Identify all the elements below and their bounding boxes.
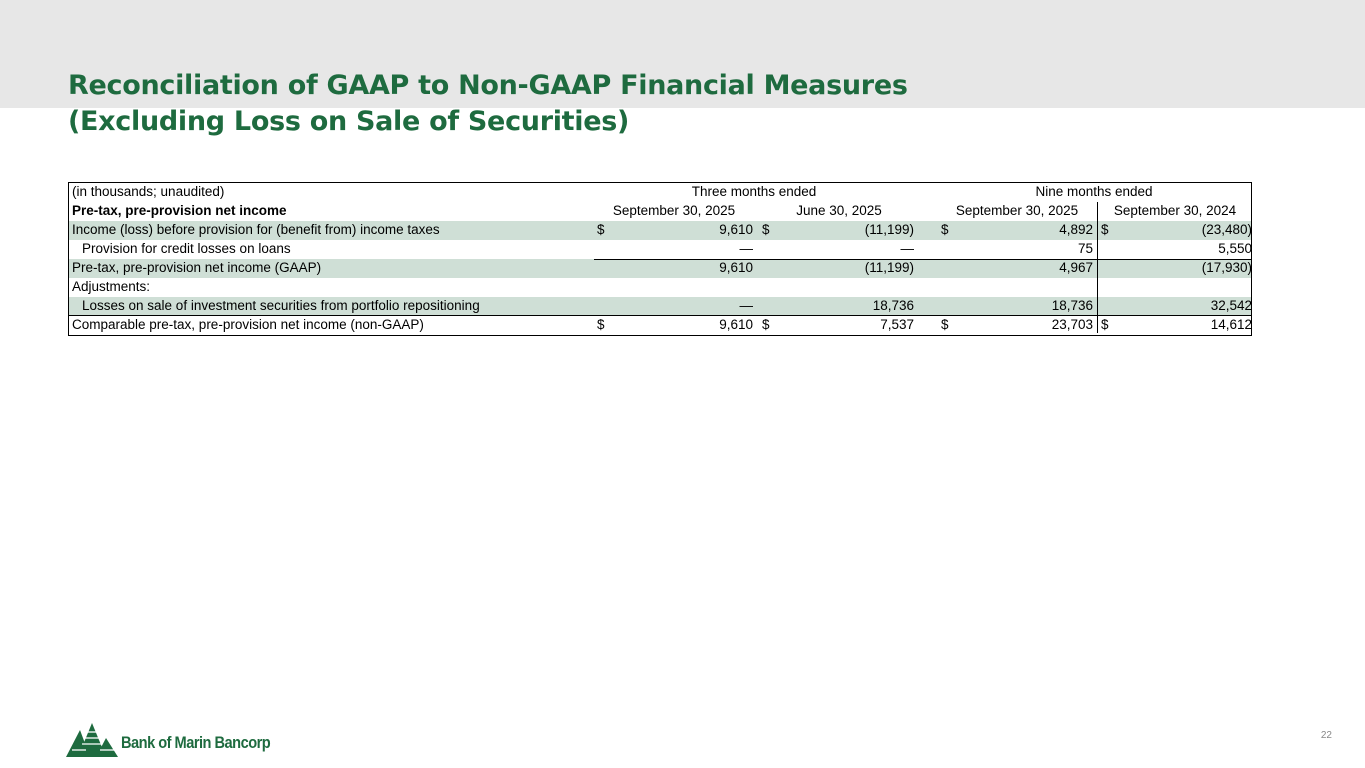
cell-value: 14,612: [1210, 317, 1252, 332]
row-label: Comparable pre-tax, pre-provision net income (non-GAAP): [72, 317, 424, 332]
row-label: Adjustments:: [72, 279, 151, 294]
dollar-sign: $: [762, 222, 770, 237]
cell-value: 9,610: [719, 317, 753, 332]
table-row: [69, 278, 1251, 297]
table-row: [69, 259, 1251, 278]
row-label: Provision for credit losses on loans: [82, 241, 291, 256]
bank-logo: [66, 718, 294, 758]
cell-value: (11,199): [864, 222, 914, 237]
cell-value: 4,967: [1059, 260, 1093, 275]
column-header: June 30, 2025: [796, 203, 882, 218]
dollar-sign: $: [762, 317, 770, 332]
section-label: Pre-tax, pre-provision net income: [72, 203, 287, 218]
table-header-row: [69, 183, 1251, 202]
column-header: September 30, 2025: [612, 203, 736, 218]
cell-value: (11,199): [864, 260, 914, 275]
cell-value: 32,542: [1210, 298, 1252, 313]
dollar-sign: $: [597, 317, 605, 332]
column-header: September 30, 2025: [955, 203, 1079, 218]
mountain-tree-icon: [66, 720, 118, 758]
subtotal-rule: [594, 259, 1252, 260]
logo-text: Bank of Marin Bancorp: [121, 733, 271, 752]
table-header-row: [69, 202, 1251, 221]
column-header: September 30, 2024: [1113, 203, 1237, 218]
cell-value: 4,892: [1059, 222, 1093, 237]
cell-value: 5,550: [1218, 241, 1252, 256]
reconciliation-table: [68, 182, 1252, 336]
cell-value: (23,480): [1201, 222, 1252, 237]
cell-value: 9,610: [719, 260, 753, 275]
title-line-1: Reconciliation of GAAP to Non-GAAP Financial Measures: [68, 70, 908, 101]
group-header-three-months: Three months ended: [691, 184, 817, 199]
units-label: (in thousands; unaudited): [72, 184, 225, 199]
cell-value: —: [739, 298, 753, 313]
cell-value: 7,537: [880, 317, 914, 332]
dollar-sign: $: [597, 222, 605, 237]
cell-value: 75: [1077, 241, 1093, 256]
total-rule: [69, 315, 1252, 316]
slide-title: [68, 68, 908, 140]
group-header-nine-months: Nine months ended: [1035, 184, 1153, 199]
table-row: [69, 240, 1251, 259]
cell-value: —: [900, 241, 914, 256]
row-label: Losses on sale of investment securities from portfolio repositioning: [82, 298, 480, 313]
table-row: [69, 316, 1251, 335]
cell-value: 23,703: [1051, 317, 1093, 332]
table-row: [69, 297, 1251, 316]
cell-value: 18,736: [1051, 298, 1093, 313]
dollar-sign: $: [941, 317, 949, 332]
table-row: [69, 221, 1251, 240]
column-divider: [1097, 202, 1098, 333]
dollar-sign: $: [941, 222, 949, 237]
row-label: Income (loss) before provision for (benefit from) income taxes: [72, 222, 440, 237]
dollar-sign: $: [1101, 222, 1109, 237]
row-label: Pre-tax, pre-provision net income (GAAP): [72, 260, 322, 275]
cell-value: —: [739, 241, 753, 256]
dollar-sign: $: [1101, 317, 1109, 332]
cell-value: 18,736: [872, 298, 914, 313]
page-number: 22: [1320, 730, 1332, 741]
cell-value: 9,610: [719, 222, 753, 237]
title-line-2: (Excluding Loss on Sale of Securities): [68, 106, 630, 137]
cell-value: (17,930): [1201, 260, 1252, 275]
